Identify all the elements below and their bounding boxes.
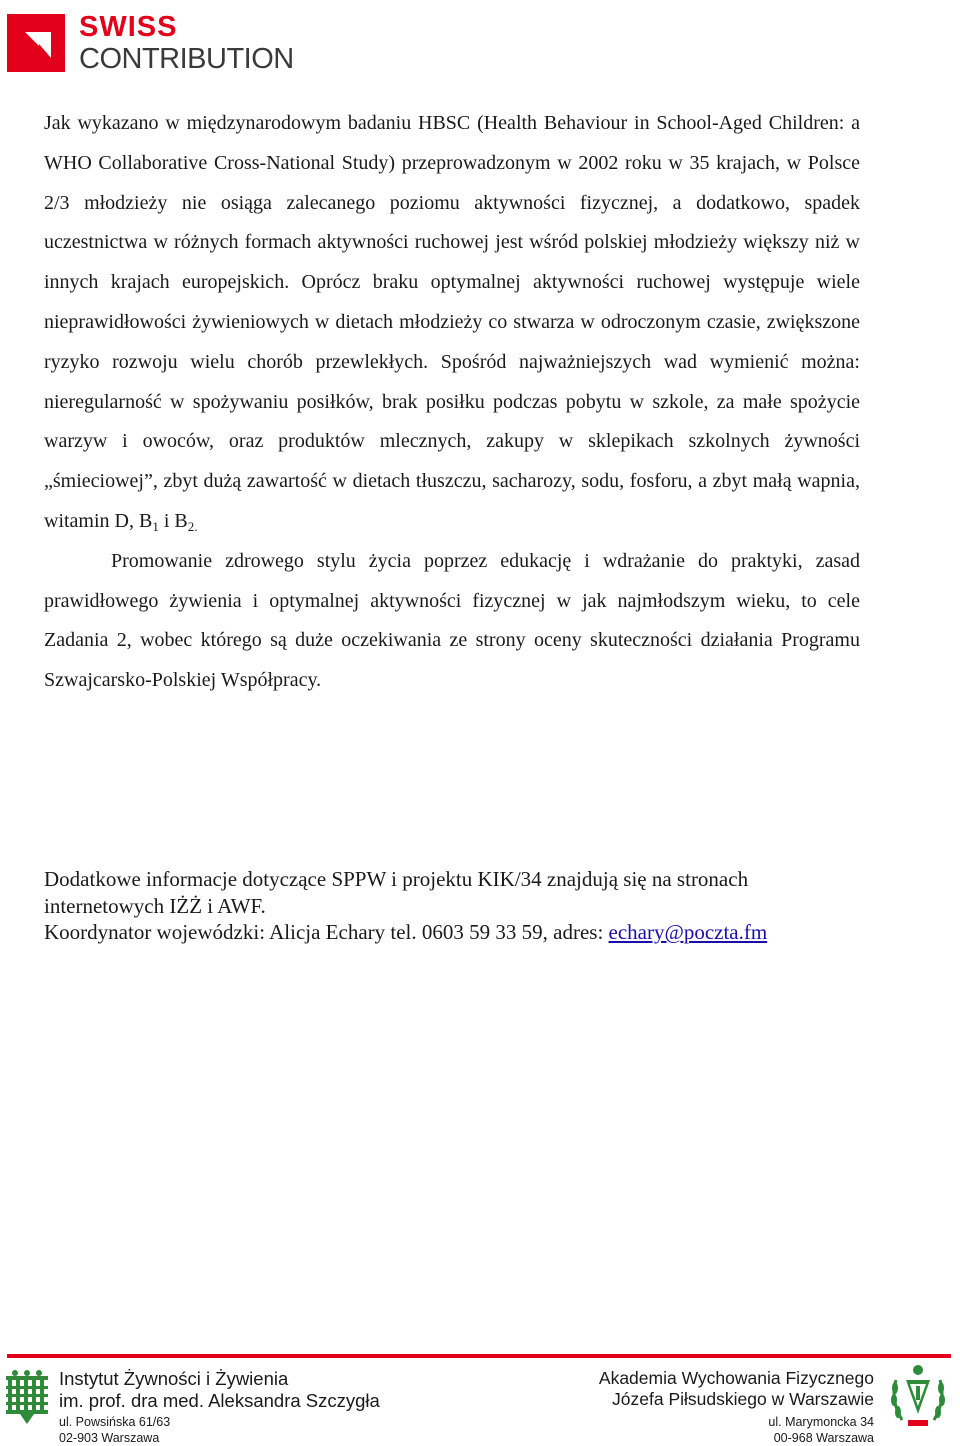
paragraph-1 xyxy=(44,104,860,542)
awf-name-line-1: Akademia Wychowania Fizycznego xyxy=(598,1368,874,1388)
swiss-contribution-logo xyxy=(7,11,294,75)
logo-line2: CONTRIBUTION xyxy=(79,43,294,75)
izz-address xyxy=(59,1415,170,1446)
izz-address-line-2: 02-903 Warszawa xyxy=(59,1430,160,1445)
awf-name xyxy=(599,1368,874,1410)
paragraph-1-connector: i B xyxy=(158,509,188,532)
izz-address-line-1: ul. Powsińska 61/63 xyxy=(59,1415,171,1429)
awf-name-line-2: Józefa Piłsudskiego w Warszawie xyxy=(612,1389,874,1409)
info-line-2: internetowych IŻŻ i AWF. xyxy=(44,893,266,918)
awf-logo-icon xyxy=(888,1360,948,1430)
main-text xyxy=(44,104,860,701)
contact-info xyxy=(44,866,904,946)
paragraph-1-text: Jak wykazano w międzynarodowym badaniu HBSC (Health Behaviour in School-Aged Children: a WHO Collaborative Cross-National Study) przeprowadzonym w 2002 roku w 35 krajach, w Polsce 2/3 młodzieży nie osiąga zalecanego poziomu aktywności fizycznej, a dodatkowo, spadek uczestnictwa w różnych formach aktywności ruchowej jest wśród polskiej młodzieży większy niż w innych krajach europejskich. Oprócz braku optymalnej aktywności ruchowej występuje wiele nieprawidłowości żywieniowych w dietach młodzieży co stwarza w odroczonym czasie, zwiększone ryzyko rozwoju wielu chorób przewlekłych. Spośród najważniejszych wad wymienić można: nieregularność w spożywaniu posiłków, brak posiłku podczas pobytu w szkole, za małe spożycie warzyw i owoców, oraz produktów mlecznych, zakupy w sklepikach szkolnych żywności „śmieciowej”, zbyt dużą zawartość w dietach tłuszczu, sacharozy, sodu, fosforu, a zbyt małą wapnia, witamin D, B xyxy=(44,112,860,532)
logo-line1: SWISS xyxy=(79,11,178,43)
awf-address-line-1: ul. Marymoncka 34 xyxy=(768,1415,874,1429)
izz-name xyxy=(59,1368,380,1412)
info-line-3 xyxy=(44,919,904,946)
awf-address-line-2: 00-968 Warszawa xyxy=(773,1430,874,1445)
swiss-contribution-logo-mark xyxy=(7,14,65,72)
info-line-1: Dodatkowe informacje dotyczące SPPW i projektu KIK/34 znajdują się na stronach xyxy=(44,867,749,891)
subscript-1: 1 xyxy=(152,518,159,534)
izz-name-line-2: im. prof. dra med. Aleksandra Szczygła xyxy=(59,1390,380,1411)
email-link[interactable]: echary@poczta.fm xyxy=(608,920,768,944)
izz-logo-icon xyxy=(6,1370,48,1424)
izz-name-line-1: Instytut Żywności i Żywienia xyxy=(59,1368,289,1389)
paragraph-2: Promowanie zdrowego stylu życia poprzez edukację i wdrażanie do praktyki, zasad prawidłowego żywienia i optymalnej aktywności fizycznej w jak najmłodszym wieku, to cele Zadania 2, wobec którego są duże oczekiwania ze strony oceny skuteczności działania Programu Szwajcarsko-Polskiej Współpracy. xyxy=(44,549,860,692)
subscript-2: 2. xyxy=(187,518,198,534)
coordinator-text: Koordynator wojewódzki: Alicja Echary tel. 0603 59 33 59, adres: xyxy=(44,920,609,944)
awf-address xyxy=(768,1415,874,1446)
footer xyxy=(0,1358,960,1446)
